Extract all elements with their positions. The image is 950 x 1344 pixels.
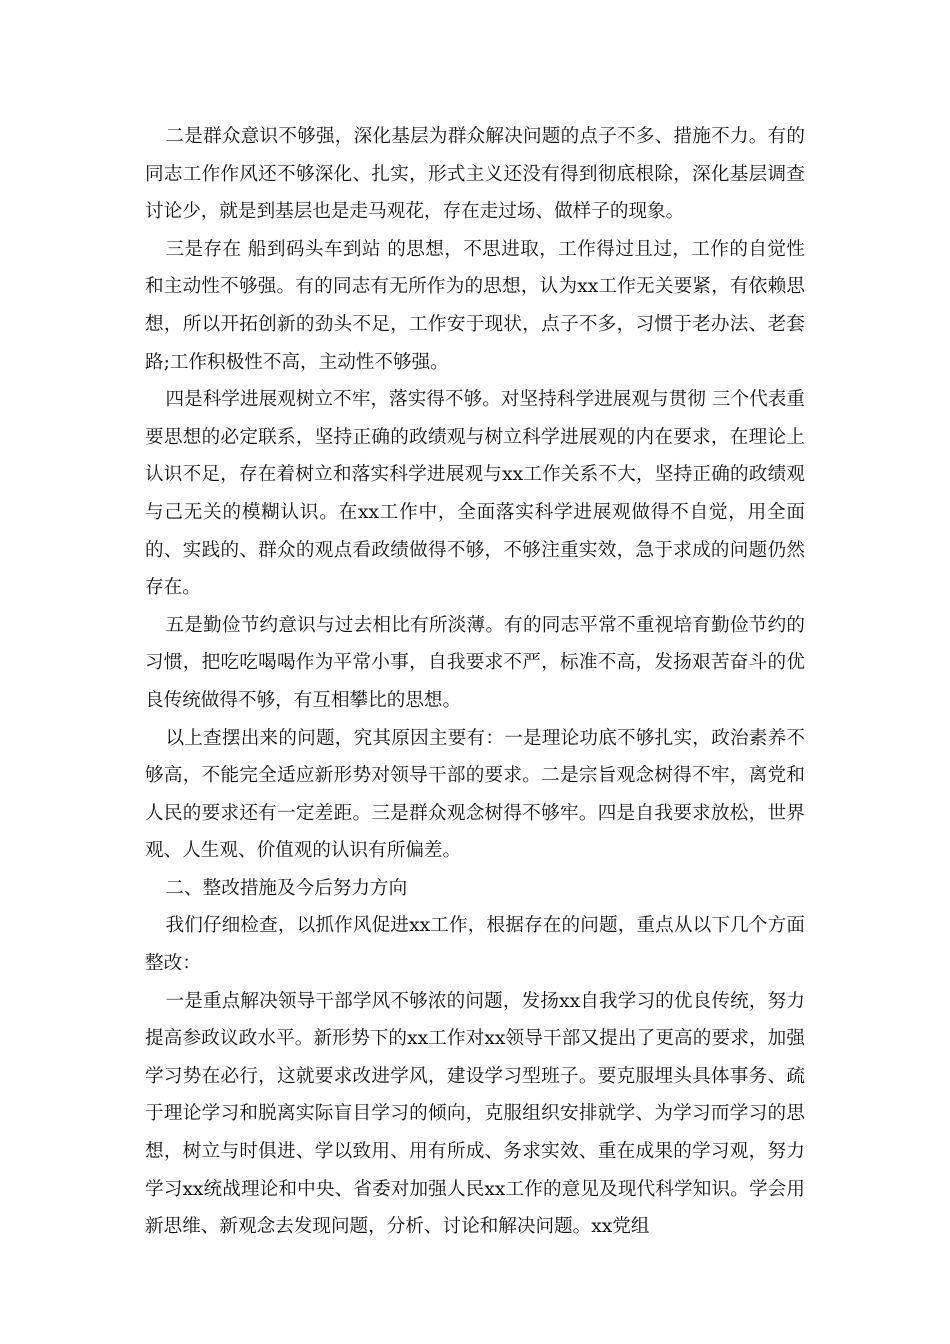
paragraph-study-style: 一是重点解决领导干部学风不够浓的问题，发扬xx自我学习的优良传统，努力提高参政议政水平。新形势下的xx工作对xx领导干部又提出了更高的要求，加强学习势在必行，这就要求改进学风，建设学习型班子。要克服埋头具体事务、疏于理论学习和脱离实际盲目学习的倾向，克服组织安排就学、为学习而学习的思想，树立与时俱进、学以致用、用有所成、务求实效、重在成果的学习观，努力学习xx统战理论和中央、省委对加强人民xx工作的意见及现代科学知识。学会用新思维、新观念去发现问题，分析、讨论和解决问题。xx党组	[145, 990, 805, 1238]
paragraph-development-outlook: 四是科学进展观树立不牢，落实得不够。对坚持科学进展观与贯彻 三个代表重要思想的必定联系，坚持正确的政绩观与树立科学进展观的内在要求，在理论上认识不足，存在着树立和落实科学进展观与xx工作关系不大，坚持正确的政绩观与己无关的模糊认识。在xx工作中，全面落实科学进展观做得不自觉，用全面的、实践的、群众的观点看政绩做得不够，不够注重实效，急于求成的问题仍然存在。	[145, 389, 805, 599]
paragraph-mass-awareness: 二是群众意识不够强，深化基层为群众解决问题的点子不多、措施不力。有的同志工作作风还不够深化、扎实，形式主义还没有得到彻底根除，深化基层调查讨论少，就是到基层也是走马观花，存在走过场、做样子的现象。	[145, 126, 805, 223]
section-heading: 二、整改措施及今后努力方向	[165, 877, 408, 899]
paragraph-frugality: 五是勤俭节约意识与过去相比有所淡薄。有的同志平常不重视培育勤俭节约的习惯，把吃吃喝喝作为平常小事，自我要求不严，标准不高，发扬艰苦奋斗的优良传统做得不够，有互相攀比的思想。	[145, 614, 805, 711]
paragraph-complacency: 三是存在 船到码头车到站 的思想，不思进取，工作得过且过，工作的自觉性和主动性不够强。有的同志有无所作为的思想，认为xx工作无关要紧，有依赖思想，所以开拓创新的劲头不足，工作安于现状，点子不多，习惯于老办法、老套路;工作积极性不高，主动性不够强。	[145, 238, 805, 373]
paragraph-rectification-intro: 我们仔细检查，以抓作风促进xx工作，根据存在的问题，重点从以下几个方面整改：	[145, 915, 805, 975]
paragraph-root-causes: 以上查摆出来的问题，究其原因主要有：一是理论功底不够扎实，政治素养不够高，不能完全适应新形势对领导干部的要求。二是宗旨观念树得不牢，离党和人民的要求还有一定差距。三是群众观念树得不够牢。四是自我要求放松，世界观、人生观、价值观的认识有所偏差。	[145, 727, 805, 862]
document-body	[145, 118, 805, 1246]
